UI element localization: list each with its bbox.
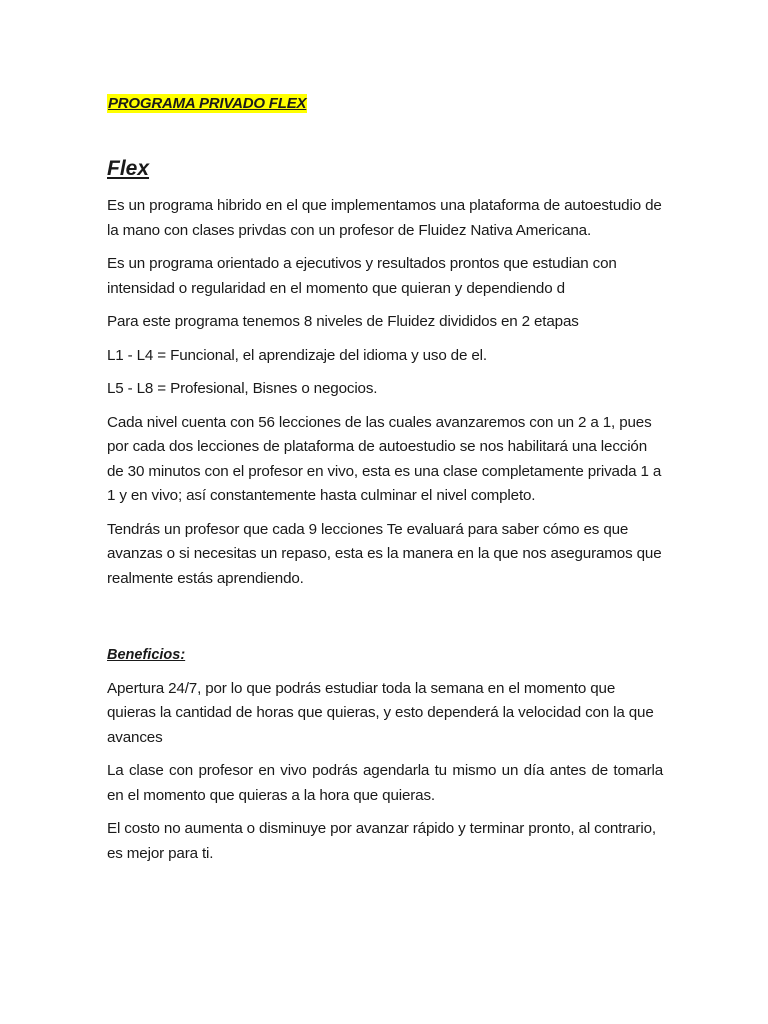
paragraph-levels-professional: L5 - L8 = Profesional, Bisnes o negocios. [107,380,378,397]
paragraph-intro-1: Es un programa hibrido en el que implementamos una plataforma de autoestudio de la mano con clases privdas con un profesor de Fluidez Nativa Americana. [107,197,662,239]
paragraph-levels: Para este programa tenemos 8 niveles de Fluidez divididos en 2 etapas [107,313,579,330]
paragraph-evaluation: Tendrás un profesor que cada 9 lecciones Te evaluará para saber cómo es que avanzas o si necesitas un repaso, esta es la manera en la que nos aseguramos que realmente estás aprendiendo. [107,520,662,587]
benefits-heading: Beneficios: [107,647,186,663]
section-spacer [107,600,663,643]
paragraph-benefit-1: Apertura 24/7, por lo que podrás estudiar toda la semana en el momento que quieras la cantidad de horas que quieras, y esto dependerá la velocidad con la que avances [107,679,654,746]
document-title: PROGRAMA PRIVADO FLEX [108,95,307,112]
paragraph-levels-functional: L1 - L4 = Funcional, el aprendizaje del idioma y uso de el. [107,346,487,364]
paragraph-benefit-2: La clase con profesor en vivo podrás agendarla tu mismo un día antes de tomarla en el momento que quieras a la hora que quieras. [107,762,663,804]
paragraph-benefit-3: El costo no aumenta o disminuye por avanzar rápido y terminar pronto, al contrario, es mejor para ti. [107,820,656,862]
paragraph-intro-2: Es un programa orientado a ejecutivos y resultados prontos que estudian con intensidad o regularidad en el momento que quieran y dependiendo d [107,255,617,297]
document-body [107,194,663,875]
section-heading-flex: Flex [107,157,150,180]
paragraph-lessons: Cada nivel cuenta con 56 lecciones de las cuales avanzaremos con un 2 a 1, pues por cada dos lecciones de plataforma de autoestudio se nos habilitará una lección de 30 minutos con el profesor en vivo, esta es una clase completamente privada 1 a 1 y en vivo; así constantemente hasta culminar el nivel completo. [107,413,662,504]
